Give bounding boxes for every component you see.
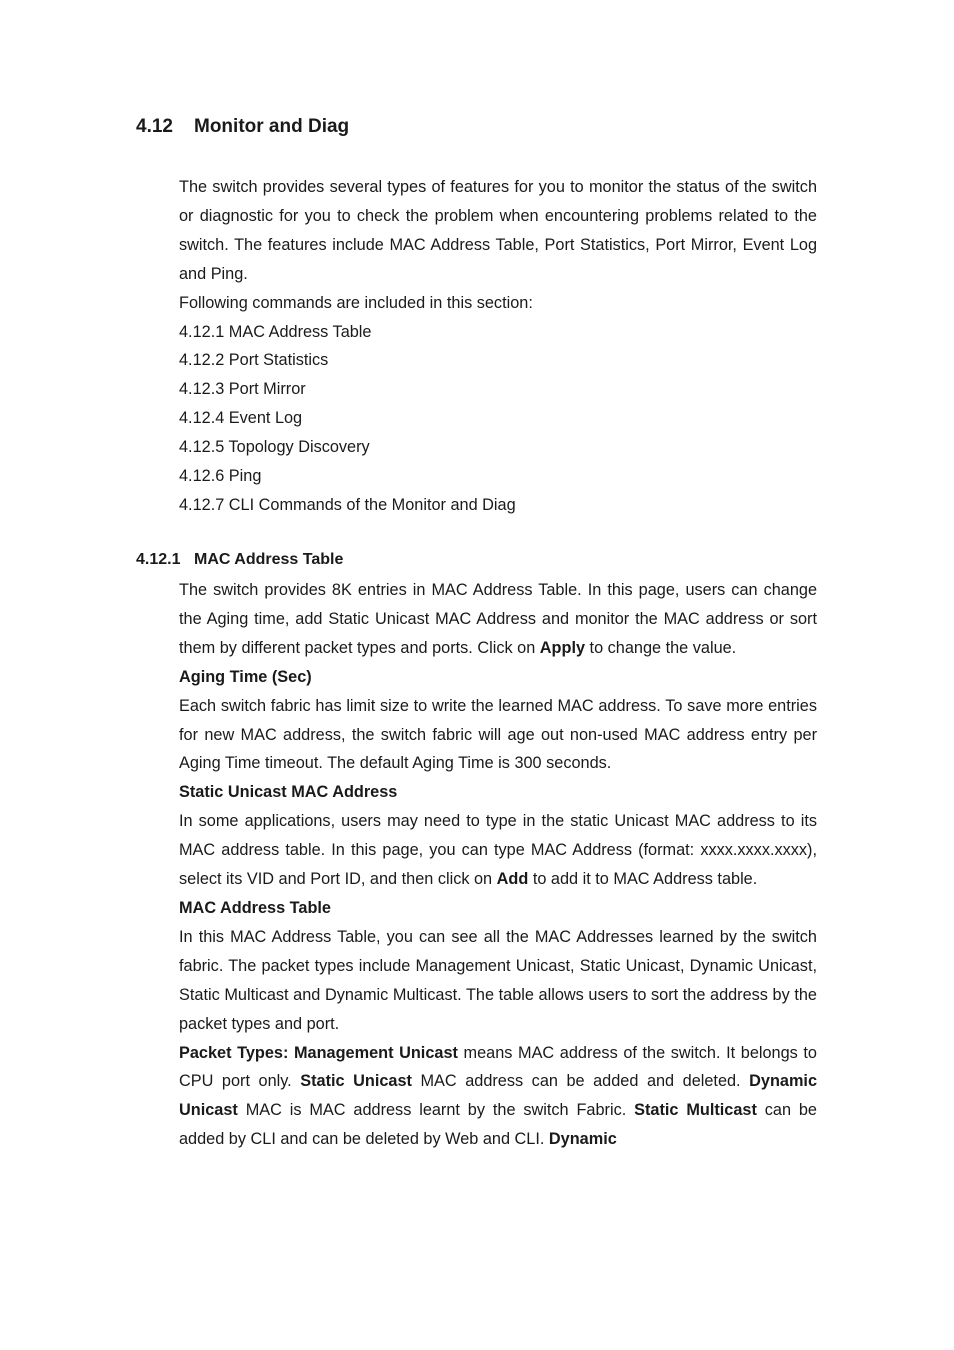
mac-table-heading: MAC Address Table: [179, 898, 331, 917]
subsection-intro: The switch provides 8K entries in MAC Address Table. In this page, users can change the Aging time, add Static Unicast MAC Address and monitor the MAC address or sort them by different packet types and ports. Click on Apply to change the value.: [179, 581, 817, 657]
commands-lead: Following commands are included in this section:: [179, 293, 533, 312]
command-item: 4.12.5 Topology Discovery: [179, 438, 370, 457]
command-item: 4.12.4 Event Log: [179, 409, 303, 428]
static-unicast-text: In some applications, users may need to type in the static Unicast MAC address to its MAC address table. In this page, you can type MAC Address (format: xxxx.xxxx.xxxx), select its VID and Port ID, and then click on Add to add it to MAC Address table.: [179, 812, 817, 889]
subsection-heading: [136, 551, 343, 569]
packet-types-text: Packet Types: Management Unicast means MAC address of the switch. It belongs to CPU port only. Static Unicast MAC address can be added and deleted. Dynamic Unicast MAC is MAC address learnt by the switch Fabric. Static Multicast can be added by CLI and can be deleted by Web and CLI. Dynamic: [179, 1043, 818, 1149]
section-title: Monitor and Diag: [194, 116, 350, 137]
static-unicast-heading: Static Unicast MAC Address: [179, 783, 398, 802]
subsection-number: 4.12.1: [136, 551, 181, 568]
command-item: 4.12.1 MAC Address Table: [179, 322, 372, 341]
command-item: 4.12.3 Port Mirror: [179, 380, 306, 399]
section-body: [179, 173, 817, 520]
section-heading: [136, 116, 349, 138]
command-item: 4.12.6 Ping: [179, 467, 262, 486]
subsection-body: [179, 576, 817, 1154]
subsection-title: MAC Address Table: [194, 551, 344, 568]
mac-table-text: In this MAC Address Table, you can see all the MAC Addresses learned by the switch fabric. The packet types include Management Unicast, Static Unicast, Dynamic Unicast, Static Multicast and Dynamic Multicast. The table allows users to sort the address by the packet types and port.: [179, 927, 817, 1033]
aging-time-text: Each switch fabric has limit size to write the learned MAC address. To save more entries for new MAC address, the switch fabric will age out non-used MAC address entry per Aging Time timeout. The default Aging Time is 300 seconds.: [179, 696, 817, 773]
section-number: 4.12: [136, 116, 173, 137]
command-item: 4.12.7 CLI Commands of the Monitor and Diag: [179, 495, 516, 514]
command-item: 4.12.2 Port Statistics: [179, 351, 329, 370]
section-intro: The switch provides several types of features for you to monitor the status of the switch or diagnostic for you to check the problem when encountering problems related to the switch. The features include MAC Address Table, Port Statistics, Port Mirror, Event Log and Ping.: [179, 178, 817, 283]
aging-time-heading: Aging Time (Sec): [179, 667, 312, 686]
